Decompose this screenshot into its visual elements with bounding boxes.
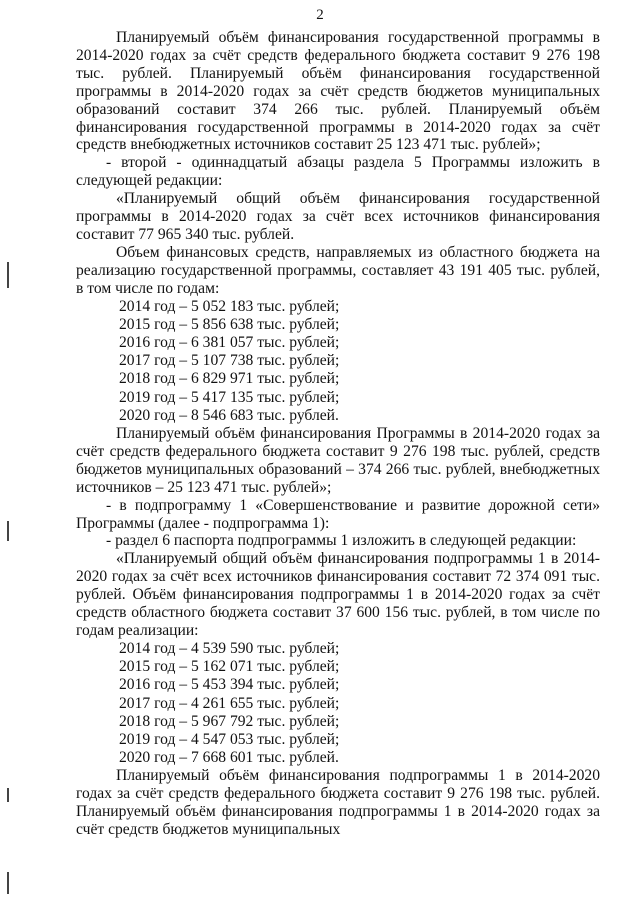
paragraph-program-sources: Планируемый объём финансирования Программы в 2014-2020 годах за счёт средств федерального бюджета составит 9 276 198 тыс. рублей, средств бюджетов муниципальных образований – 374 266 тыс. рублей, внебюджетных источников – 25 123 471 тыс. рублей»; — [76, 425, 600, 496]
margin-mark — [7, 788, 9, 802]
list-item: 2015 год – 5 856 638 тыс. рублей; — [119, 315, 340, 333]
paragraph-subprogram-total: «Планируемый общий объём финансирования подпрограммы 1 в 2014-2020 годах за счёт всех источников финансирования составит 72 374 091 тыс. рублей. Объём финансирования подпрограммы 1 в 2014-2020 годах за счёт средств областного бюджета составит 37 600 156 тыс. рублей, в том числе по годам реализации: — [76, 550, 600, 639]
paragraph-section5-edit: - второй - одиннадцатый абзацы раздела 5 Программы изложить в следующей редакции: — [76, 154, 600, 190]
list-item: 2019 год – 5 417 135 тыс. рублей; — [119, 388, 340, 406]
paragraph-federal-budget: Планируемый объём финансирования государственной программы в 2014-2020 годах за счёт средств федерального бюджета составит 9 276 198 тыс. рублей. Планируемый объём финансирования государственной программы в 2014-2020 годах за счёт средств бюджетов муниципальных образований составит 374 266 тыс. рублей. Планируемый объём финансирования государственной программы в 2014-2020 годах за счёт средств внебюджетных источников составит 25 123 471 тыс. рублей»; — [76, 29, 600, 154]
list-item: 2019 год – 4 547 053 тыс. рублей; — [119, 730, 340, 748]
paragraph-total-financing: «Планируемый общий объём финансирования государственной программы в 2014-2020 годах за счёт всех источников финансирования составит 77 965 340 тыс. рублей. — [76, 190, 600, 243]
list-item: 2015 год – 5 162 071 тыс. рублей; — [119, 658, 340, 676]
list-item: 2017 год – 4 261 655 тыс. рублей; — [119, 694, 340, 712]
paragraph-subprogram-federal: Планируемый объём финансирования подпрограммы 1 в 2014-2020 годах за счёт средств федерального бюджета составит 9 276 198 тыс. рублей. Планируемый объём финансирования подпрограммы 1 в 2014-2020 годах за счёт средств бюджетов муниципальных — [76, 767, 600, 839]
paragraph-passport-section6: - раздел 6 паспорта подпрограммы 1 изложить в следующей редакции: — [106, 532, 577, 550]
list-item: 2020 год – 7 668 601 тыс. рублей. — [119, 749, 339, 767]
margin-mark — [7, 872, 9, 894]
list-item: 2018 год – 6 829 971 тыс. рублей; — [119, 370, 340, 388]
list-item: 2018 год – 5 967 792 тыс. рублей; — [119, 712, 340, 730]
document-body — [76, 29, 600, 839]
list-item: 2020 год – 8 546 683 тыс. рублей. — [119, 406, 339, 424]
margin-mark — [7, 521, 9, 541]
list-item: 2014 год – 4 539 590 тыс. рублей; — [119, 639, 340, 657]
paragraph-subprogram1-edit: - в подпрограмму 1 «Совершенствование и развитие дорожной сети» Программы (далее - подпрограмма 1): — [76, 496, 600, 532]
list-item: 2017 год – 5 107 738 тыс. рублей; — [119, 352, 340, 370]
list-item: 2014 год – 5 052 183 тыс. рублей; — [119, 297, 340, 315]
list-item: 2016 год – 6 381 057 тыс. рублей; — [119, 334, 340, 351]
page-number: 2 — [316, 7, 324, 23]
subprogram-years-list — [76, 640, 600, 767]
list-item: 2016 год – 5 453 394 тыс. рублей; — [119, 676, 340, 694]
paragraph-regional-budget: Объем финансовых средств, направляемых из областного бюджета на реализацию государственной программы, составляет 43 191 405 тыс. рублей, в том числе по годам: — [76, 243, 600, 297]
margin-mark — [7, 262, 9, 288]
program-years-list — [76, 298, 600, 425]
